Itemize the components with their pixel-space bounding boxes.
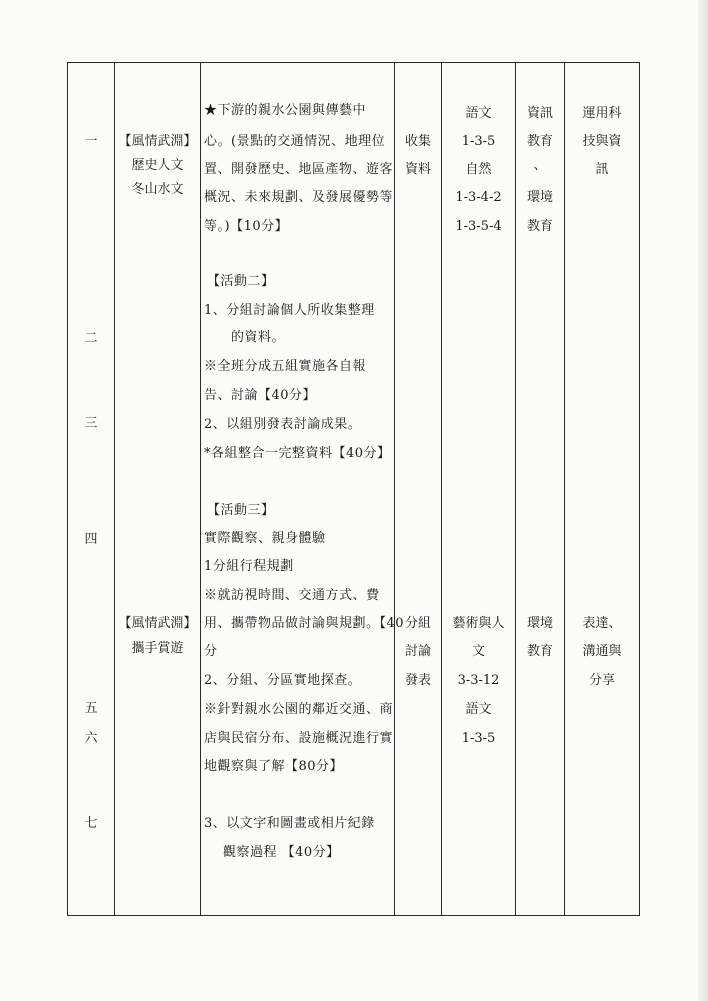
ability-line: 表達、 [582, 616, 622, 631]
week-label: 六 [84, 731, 98, 746]
indicator-cell [442, 63, 516, 916]
activity-line: 2、分組、分區實地探查。 [204, 673, 362, 688]
unit-line: 【風情武淵】 [118, 616, 197, 631]
activity-line: 1、分組討論個人所收集整理 [204, 303, 375, 318]
activity-line: ★下游的親水公園與傳藝中 [204, 103, 367, 118]
week-label: 四 [84, 532, 98, 547]
activity-line: 等。)【10分】 [204, 219, 289, 234]
week-label: 七 [84, 816, 98, 831]
indicator-line: 語文 [465, 702, 492, 717]
activity-line: 用、攜帶物品做討論與規劃。【40 [204, 616, 405, 631]
method-line: 資料 [404, 162, 431, 177]
activity-line: 3、以文字和圖畫或相片紀錄 [204, 816, 375, 831]
page-edge [698, 0, 708, 1001]
activity-line: 概況、未來規劃、及發展優勢等 [204, 190, 394, 205]
activity-line: ※就訪視時間、交通方式、費 [204, 588, 380, 603]
method-line: 討論 [404, 644, 431, 659]
week-label: 五 [84, 701, 98, 716]
ability-line: 運用科 [582, 106, 622, 121]
indicator-line: 1-3-4-2 [455, 190, 502, 205]
unit-cell [115, 63, 201, 916]
indicator-line: 語文 [465, 106, 492, 121]
issue-line: 資訊 [526, 106, 553, 121]
activity-cell [201, 63, 405, 916]
indicator-line: 文 [471, 644, 485, 659]
ability-line: 訊 [595, 162, 609, 177]
issue-line: 教育 [526, 644, 553, 659]
activity-line: 實際觀察、親身體驗 [204, 531, 326, 546]
table-row [68, 63, 640, 916]
week-label: 二 [84, 331, 98, 346]
ability-line: 溝通與 [582, 644, 622, 659]
issue-line: 環境 [526, 616, 553, 631]
unit-line: 【風情武淵】 [118, 134, 197, 149]
issue-line: 教育 [526, 219, 553, 234]
indicator-line: 1-3-5 [461, 731, 496, 746]
indicator-line: 自然 [465, 162, 492, 177]
ability-line: 分享 [588, 673, 615, 688]
activity-line: ※針對親水公園的鄰近交通、商 [204, 702, 394, 717]
week-label: 一 [84, 134, 98, 149]
activity-line: *各組整合一完整資料【40分】 [204, 446, 391, 461]
method-line: 收集 [404, 134, 431, 149]
activity-line: 地觀察與了解【80分】 [204, 759, 344, 774]
activity-line: 觀察過程 【40分】 [223, 845, 340, 860]
issue-cell [516, 63, 565, 916]
issue-line: 環境 [526, 190, 553, 205]
method-line: 分組 [404, 616, 431, 631]
activity-line: 置、開發歷史、地區產物、遊客 [204, 162, 394, 177]
activity-line: 的資料。 [231, 330, 286, 345]
indicator-line: 1-3-5 [461, 134, 496, 149]
activity-line: 店與民宿分布、設施概況進行實 [204, 731, 394, 746]
activity-line: 2、以組別發表討論成果。 [204, 417, 362, 432]
ability-cell [565, 63, 640, 916]
method-line: 發表 [404, 673, 431, 688]
issue-line: 、 [533, 158, 547, 173]
activity-line: ※全班分成五組實施各自報 [204, 359, 367, 374]
activity-line: 告、討論【40分】 [204, 388, 317, 403]
indicator-line: 1-3-5-4 [455, 219, 502, 234]
activity-heading: 【活動三】 [207, 503, 275, 518]
week-label: 三 [84, 416, 98, 431]
unit-line: 歷史人文 [131, 158, 184, 173]
indicator-line: 3-3-12 [457, 673, 500, 688]
method-cell [395, 63, 442, 916]
indicator-line: 藝術與人 [452, 616, 505, 631]
curriculum-table [67, 62, 640, 916]
activity-line: 分 [204, 644, 218, 659]
unit-line: 冬山水文 [131, 182, 184, 197]
ability-line: 技與資 [582, 134, 622, 149]
issue-line: 教育 [526, 134, 553, 149]
week-cell [68, 63, 115, 916]
activity-heading: 【活動二】 [207, 274, 275, 289]
activity-line: 心。(景點的交通情況、地理位 [204, 134, 386, 149]
unit-line: 攜手賞遊 [131, 641, 184, 656]
activity-line: 1分組行程規劃 [204, 559, 294, 574]
